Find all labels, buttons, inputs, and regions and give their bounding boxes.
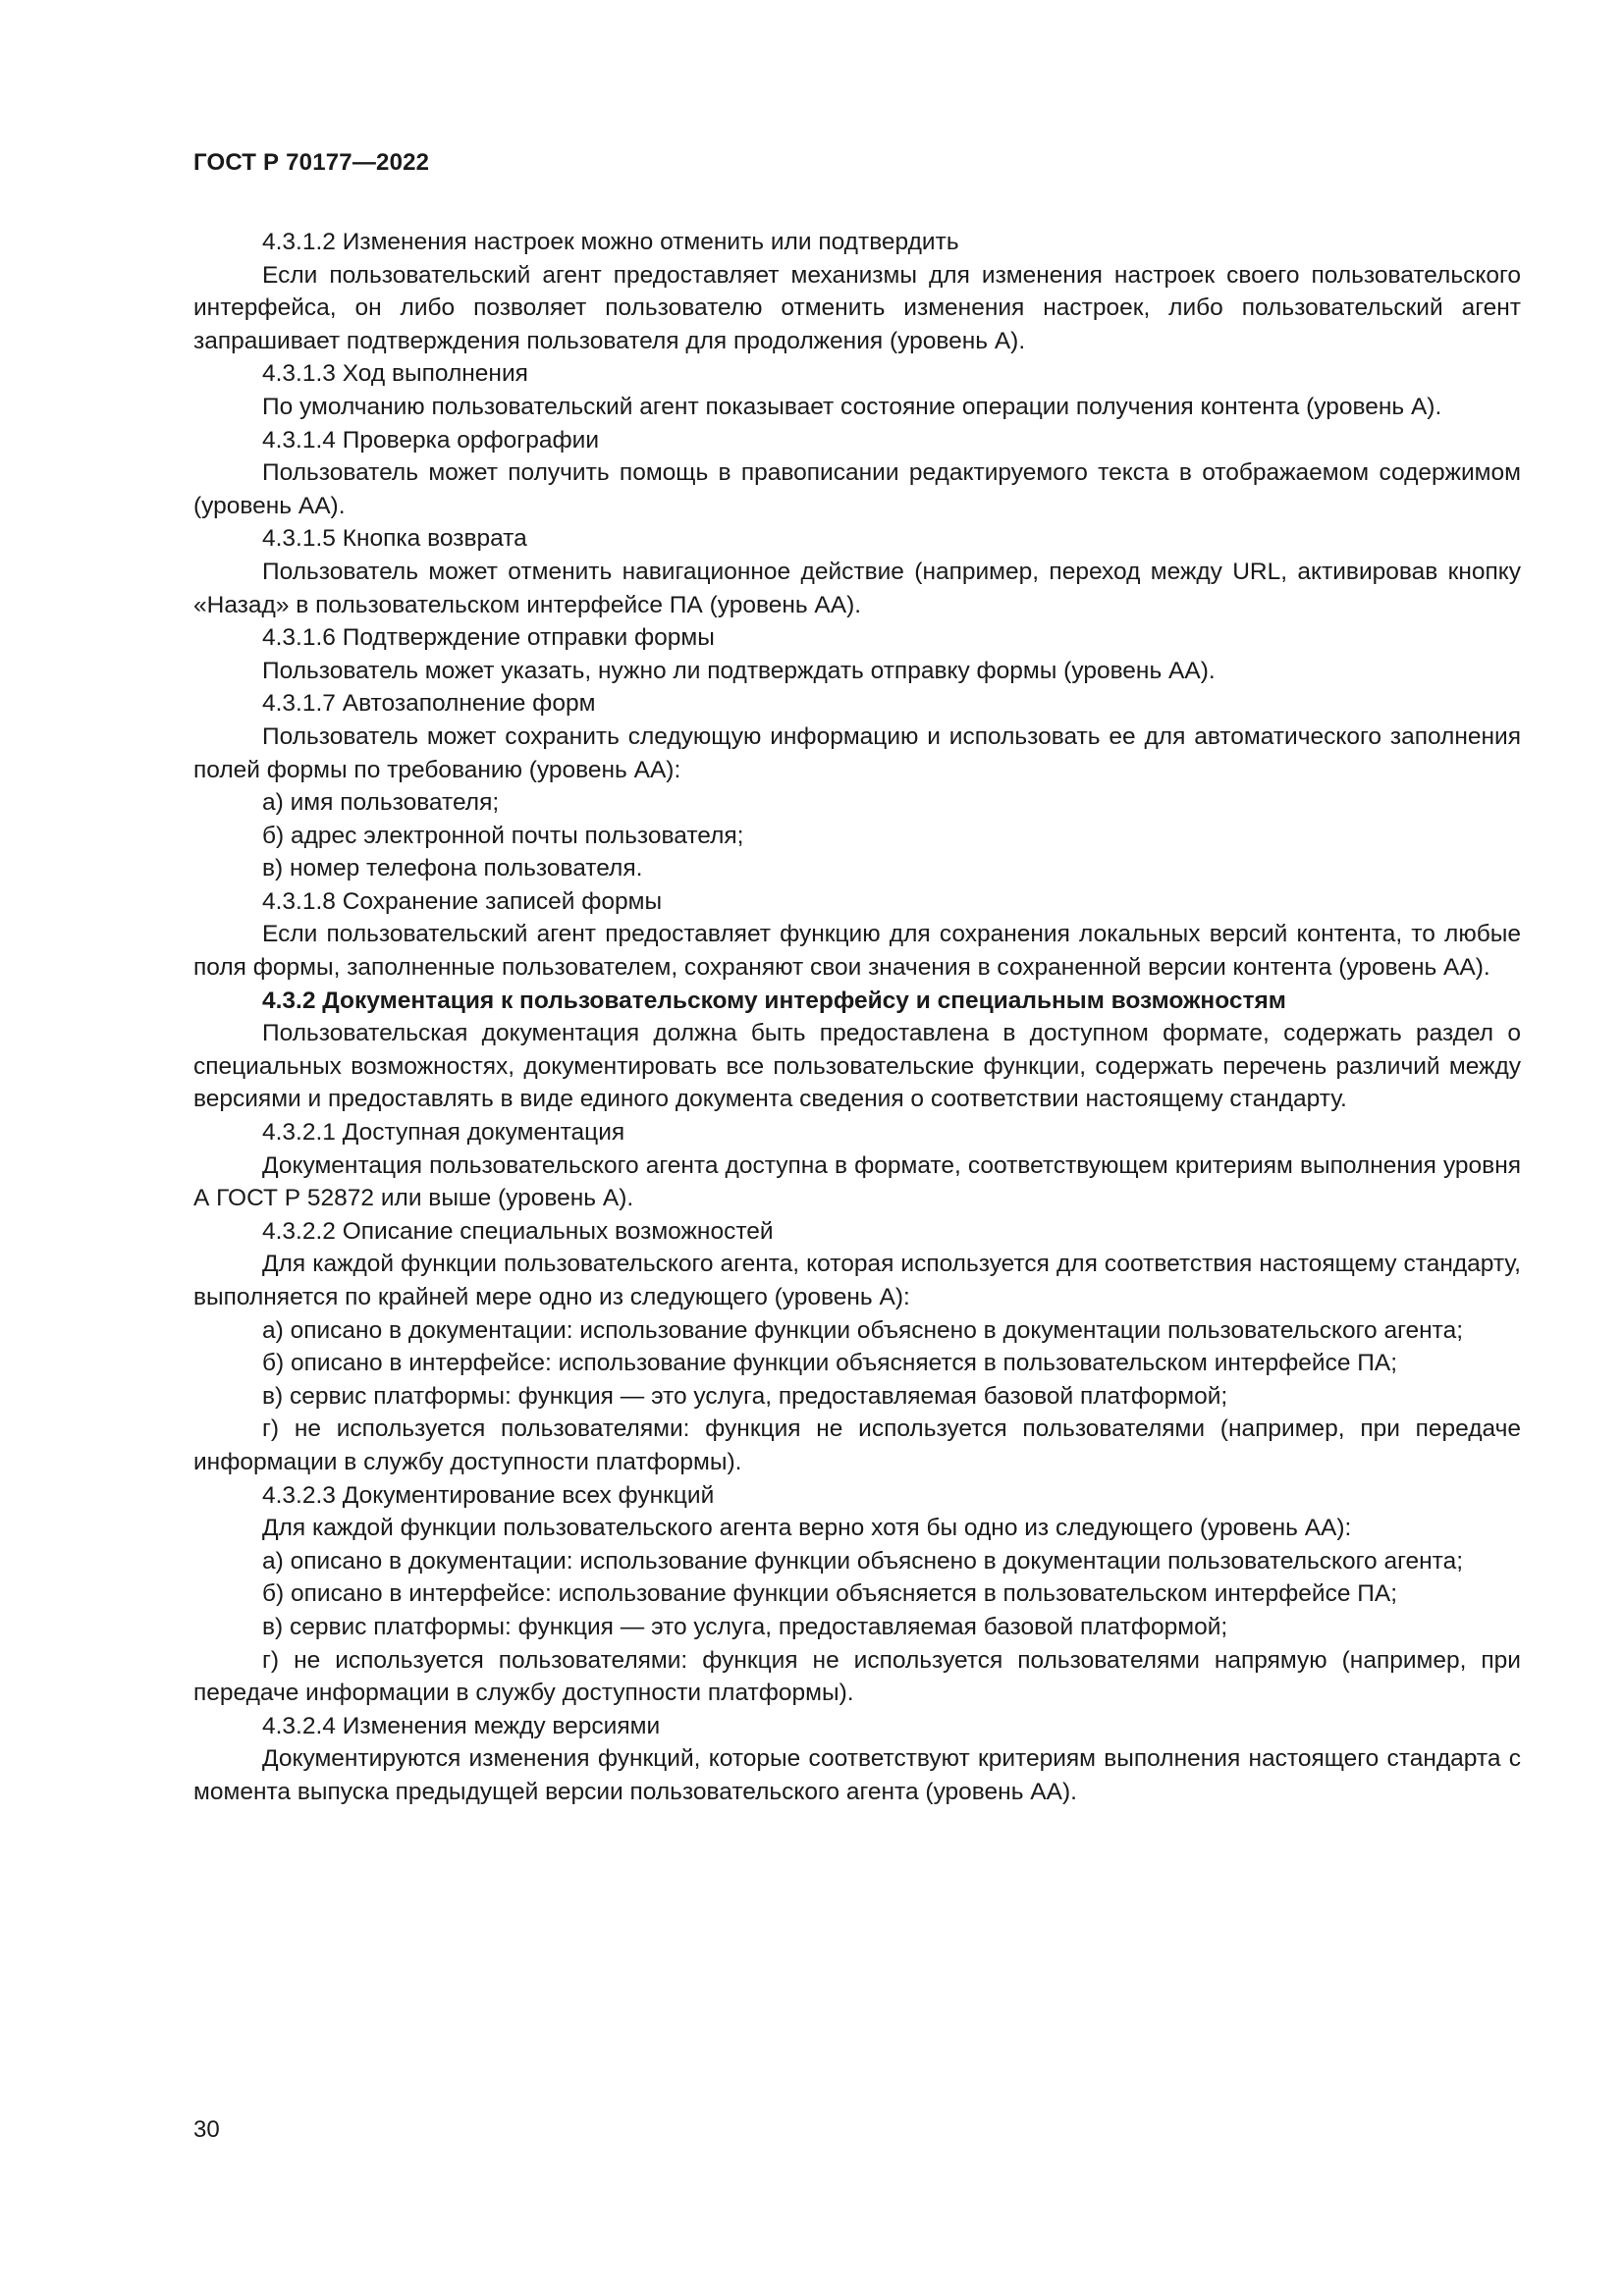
list-item: в) сервис платформы: функция — это услуга, предоставляемая базовой платформой; [262, 1382, 1228, 1410]
list-item: г) не используется пользователями: функция не используется пользователями (например, при передаче информации в службу доступности платформы). [193, 1415, 1521, 1475]
list-item: а) имя пользователя; [262, 789, 500, 817]
paragraph: Пользовательская документация должна быть предоставлена в доступном формате, содержать раздел о специальных возможностях, документировать все пользовательские функции, содержать перечень различий между версиями и предоставлять в виде единого документа сведения о соответствии настоящему стандарту. [193, 1020, 1521, 1113]
list-item: а) описано в документации: использование функции объяснено в документации пользовательского агента; [262, 1547, 1464, 1575]
clause-heading: 4.3.2.1 Доступная документация [262, 1119, 625, 1147]
paragraph: Пользователь может отменить навигационное действие (например, переход между URL, активировав кнопку «Назад» в пользовательском интерфейсе ПА (уровень АА). [193, 558, 1521, 618]
clause-heading: 4.3.1.5 Кнопка возврата [262, 525, 527, 553]
clause-heading: 4.3.2.3 Документирование всех функций [262, 1481, 715, 1509]
clause-heading: 4.3.1.8 Сохранение записей формы [262, 887, 663, 915]
clause-heading: 4.3.1.7 Автозаполнение форм [262, 690, 596, 718]
clause-heading: 4.3.2.4 Изменения между версиями [262, 1712, 661, 1739]
list-item: а) описано в документации: использование функции объяснено в документации пользовательского агента; [262, 1316, 1464, 1344]
list-item: б) описано в интерфейсе: использование функции объясняется в пользовательском интерфейсе ПА; [262, 1350, 1398, 1377]
clause-heading: 4.3.1.4 Проверка орфографии [262, 426, 600, 454]
list-item: б) адрес электронной почты пользователя; [262, 822, 744, 849]
paragraph: Пользователь может сохранить следующую информацию и использовать ее для автоматического заполнения полей формы по требованию (уровень АА): [193, 722, 1521, 783]
paragraph: Для каждой функции пользовательского агента верно хотя бы одно из следующего (уровень АА): [262, 1515, 1352, 1542]
document-body [193, 226, 1521, 1809]
list-item: б) описано в интерфейсе: использование функции объясняется в пользовательском интерфейсе ПА; [262, 1580, 1398, 1608]
paragraph: Пользователь может указать, нужно ли подтверждать отправку формы (уровень АА). [262, 657, 1216, 684]
paragraph: Документируются изменения функций, которые соответствуют критериям выполнения настоящего стандарта с момента выпуска предыдущей версии пользовательского агента (уровень АА). [193, 1745, 1521, 1805]
clause-heading: 4.3.1.2 Изменения настроек можно отменить или подтвердить [262, 229, 959, 255]
section-heading: 4.3.2 Документация к пользовательскому интерфейсу и специальным возможностям [262, 987, 1286, 1014]
paragraph: Пользователь может получить помощь в правописании редактируемого текста в отображаемом содержимом (уровень АА). [193, 459, 1521, 519]
clause-heading: 4.3.1.6 Подтверждение отправки формы [262, 624, 715, 652]
clause-heading: 4.3.1.3 Ход выполнения [262, 360, 528, 388]
document-page [193, 0, 1521, 2296]
page-number: 30 [193, 2116, 220, 2143]
list-item: в) номер телефона пользователя. [262, 855, 643, 882]
paragraph: Документация пользовательского агента доступна в формате, соответствующем критериям выполнения уровня А ГОСТ Р 52872 или выше (уровень А). [193, 1151, 1521, 1212]
paragraph: Если пользовательский агент предоставляет механизмы для изменения настроек своего пользовательского интерфейса, он либо позволяет пользователю отменить изменения настроек, либо пользовательский агент запрашивает подтверждения пользователя для продолжения (уровень А). [193, 261, 1521, 354]
paragraph: Если пользовательский агент предоставляет функцию для сохранения локальных версий контента, то любые поля формы, заполненные пользователем, сохраняют свои значения в сохраненной версии контента (уровень АА). [193, 921, 1521, 982]
paragraph: По умолчанию пользовательский агент показывает состояние операции получения контента (уровень А). [262, 393, 1442, 420]
paragraph: Для каждой функции пользовательского агента, которая используется для соответствия настоящему стандарту, выполняется по крайней мере одно из следующего (уровень А): [193, 1251, 1521, 1310]
list-item: г) не используется пользователями: функция не используется пользователями напрямую (например, при передаче информации в службу доступности платформы). [193, 1646, 1521, 1707]
clause-heading: 4.3.2.2 Описание специальных возможностей [262, 1217, 774, 1245]
list-item: в) сервис платформы: функция — это услуга, предоставляемая базовой платформой; [262, 1613, 1228, 1640]
standard-header: ГОСТ Р 70177—2022 [193, 149, 430, 176]
